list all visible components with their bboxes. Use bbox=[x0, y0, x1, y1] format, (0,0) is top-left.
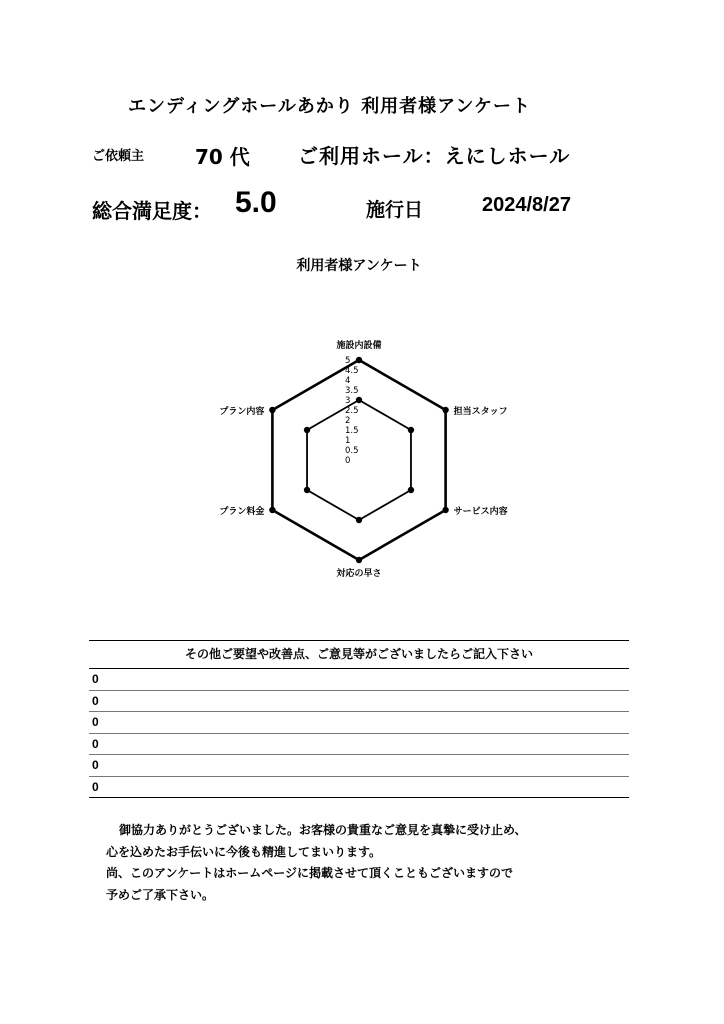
service-date: 2024/8/27 bbox=[482, 194, 571, 216]
closing-line: 予めご了承下さい。 bbox=[106, 887, 215, 902]
tick-label: 2.5 bbox=[345, 406, 359, 416]
data-point bbox=[356, 397, 362, 403]
comment-row: 0 bbox=[89, 691, 629, 713]
survey-title: エンディングホールあかり 利用者様アンケート bbox=[128, 96, 532, 117]
tick-label: 0 bbox=[345, 456, 351, 466]
closing-line: 尚、このアンケートはホームページに掲載させて頂くこともございますので bbox=[106, 866, 514, 880]
comment-row: 0 bbox=[89, 669, 629, 691]
data-point bbox=[408, 487, 414, 493]
tick-label: 4 bbox=[345, 376, 351, 386]
data-point bbox=[356, 557, 362, 563]
comments-table bbox=[89, 640, 629, 798]
tick-label: 1.5 bbox=[345, 426, 359, 436]
data-point bbox=[356, 357, 362, 363]
category-label: 担当スタッフ bbox=[453, 407, 508, 417]
tick-label: 5 bbox=[345, 356, 351, 366]
satisfaction-label: 総合満足度： bbox=[92, 199, 212, 223]
data-point bbox=[269, 407, 275, 413]
data-point bbox=[304, 487, 310, 493]
category-label: 施設内設備 bbox=[336, 341, 382, 351]
hall-name: ご利用ホール：えにしホール bbox=[298, 144, 571, 168]
client-label: ご依頼主 bbox=[92, 149, 145, 164]
tick-label: 2 bbox=[345, 416, 351, 426]
comment-row: 0 bbox=[89, 777, 629, 799]
tick-label: 4.5 bbox=[345, 366, 359, 376]
tick-label: 3.5 bbox=[345, 386, 359, 396]
data-point bbox=[408, 427, 414, 433]
data-point bbox=[442, 407, 448, 413]
comment-row: 0 bbox=[89, 712, 629, 734]
closing-message bbox=[106, 820, 527, 906]
closing-line: 心を込めたお手伝いに今後も精進してまいります。 bbox=[106, 844, 382, 859]
data-point bbox=[269, 507, 275, 513]
series-line bbox=[272, 360, 445, 560]
category-label: 対応の早さ bbox=[336, 569, 382, 579]
client-age: 70 代 bbox=[195, 145, 250, 169]
data-point bbox=[356, 517, 362, 523]
closing-line: 御協力ありがとうございました。お客様の貴重なご意見を真摯に受け止め、 bbox=[119, 823, 527, 837]
chart-title: 利用者様アンケート bbox=[296, 258, 422, 274]
category-label: プラン料金 bbox=[219, 507, 265, 517]
comment-row: 0 bbox=[89, 734, 629, 756]
data-point bbox=[304, 427, 310, 433]
tick-label: 3 bbox=[345, 396, 351, 406]
comments-header: その他ご要望や改善点、ご意見等がございましたらご記入下さい bbox=[89, 640, 629, 669]
satisfaction-score: 5.0 bbox=[235, 186, 277, 219]
data-point bbox=[442, 507, 448, 513]
radar-chart bbox=[160, 250, 580, 640]
tick-label: 0.5 bbox=[345, 446, 359, 456]
service-date-label: 施行日 bbox=[366, 199, 424, 221]
category-label: プラン内容 bbox=[219, 407, 265, 417]
category-label: サービス内容 bbox=[453, 507, 508, 517]
comment-row: 0 bbox=[89, 755, 629, 777]
series-line bbox=[307, 400, 411, 520]
tick-label: 1 bbox=[345, 436, 351, 446]
